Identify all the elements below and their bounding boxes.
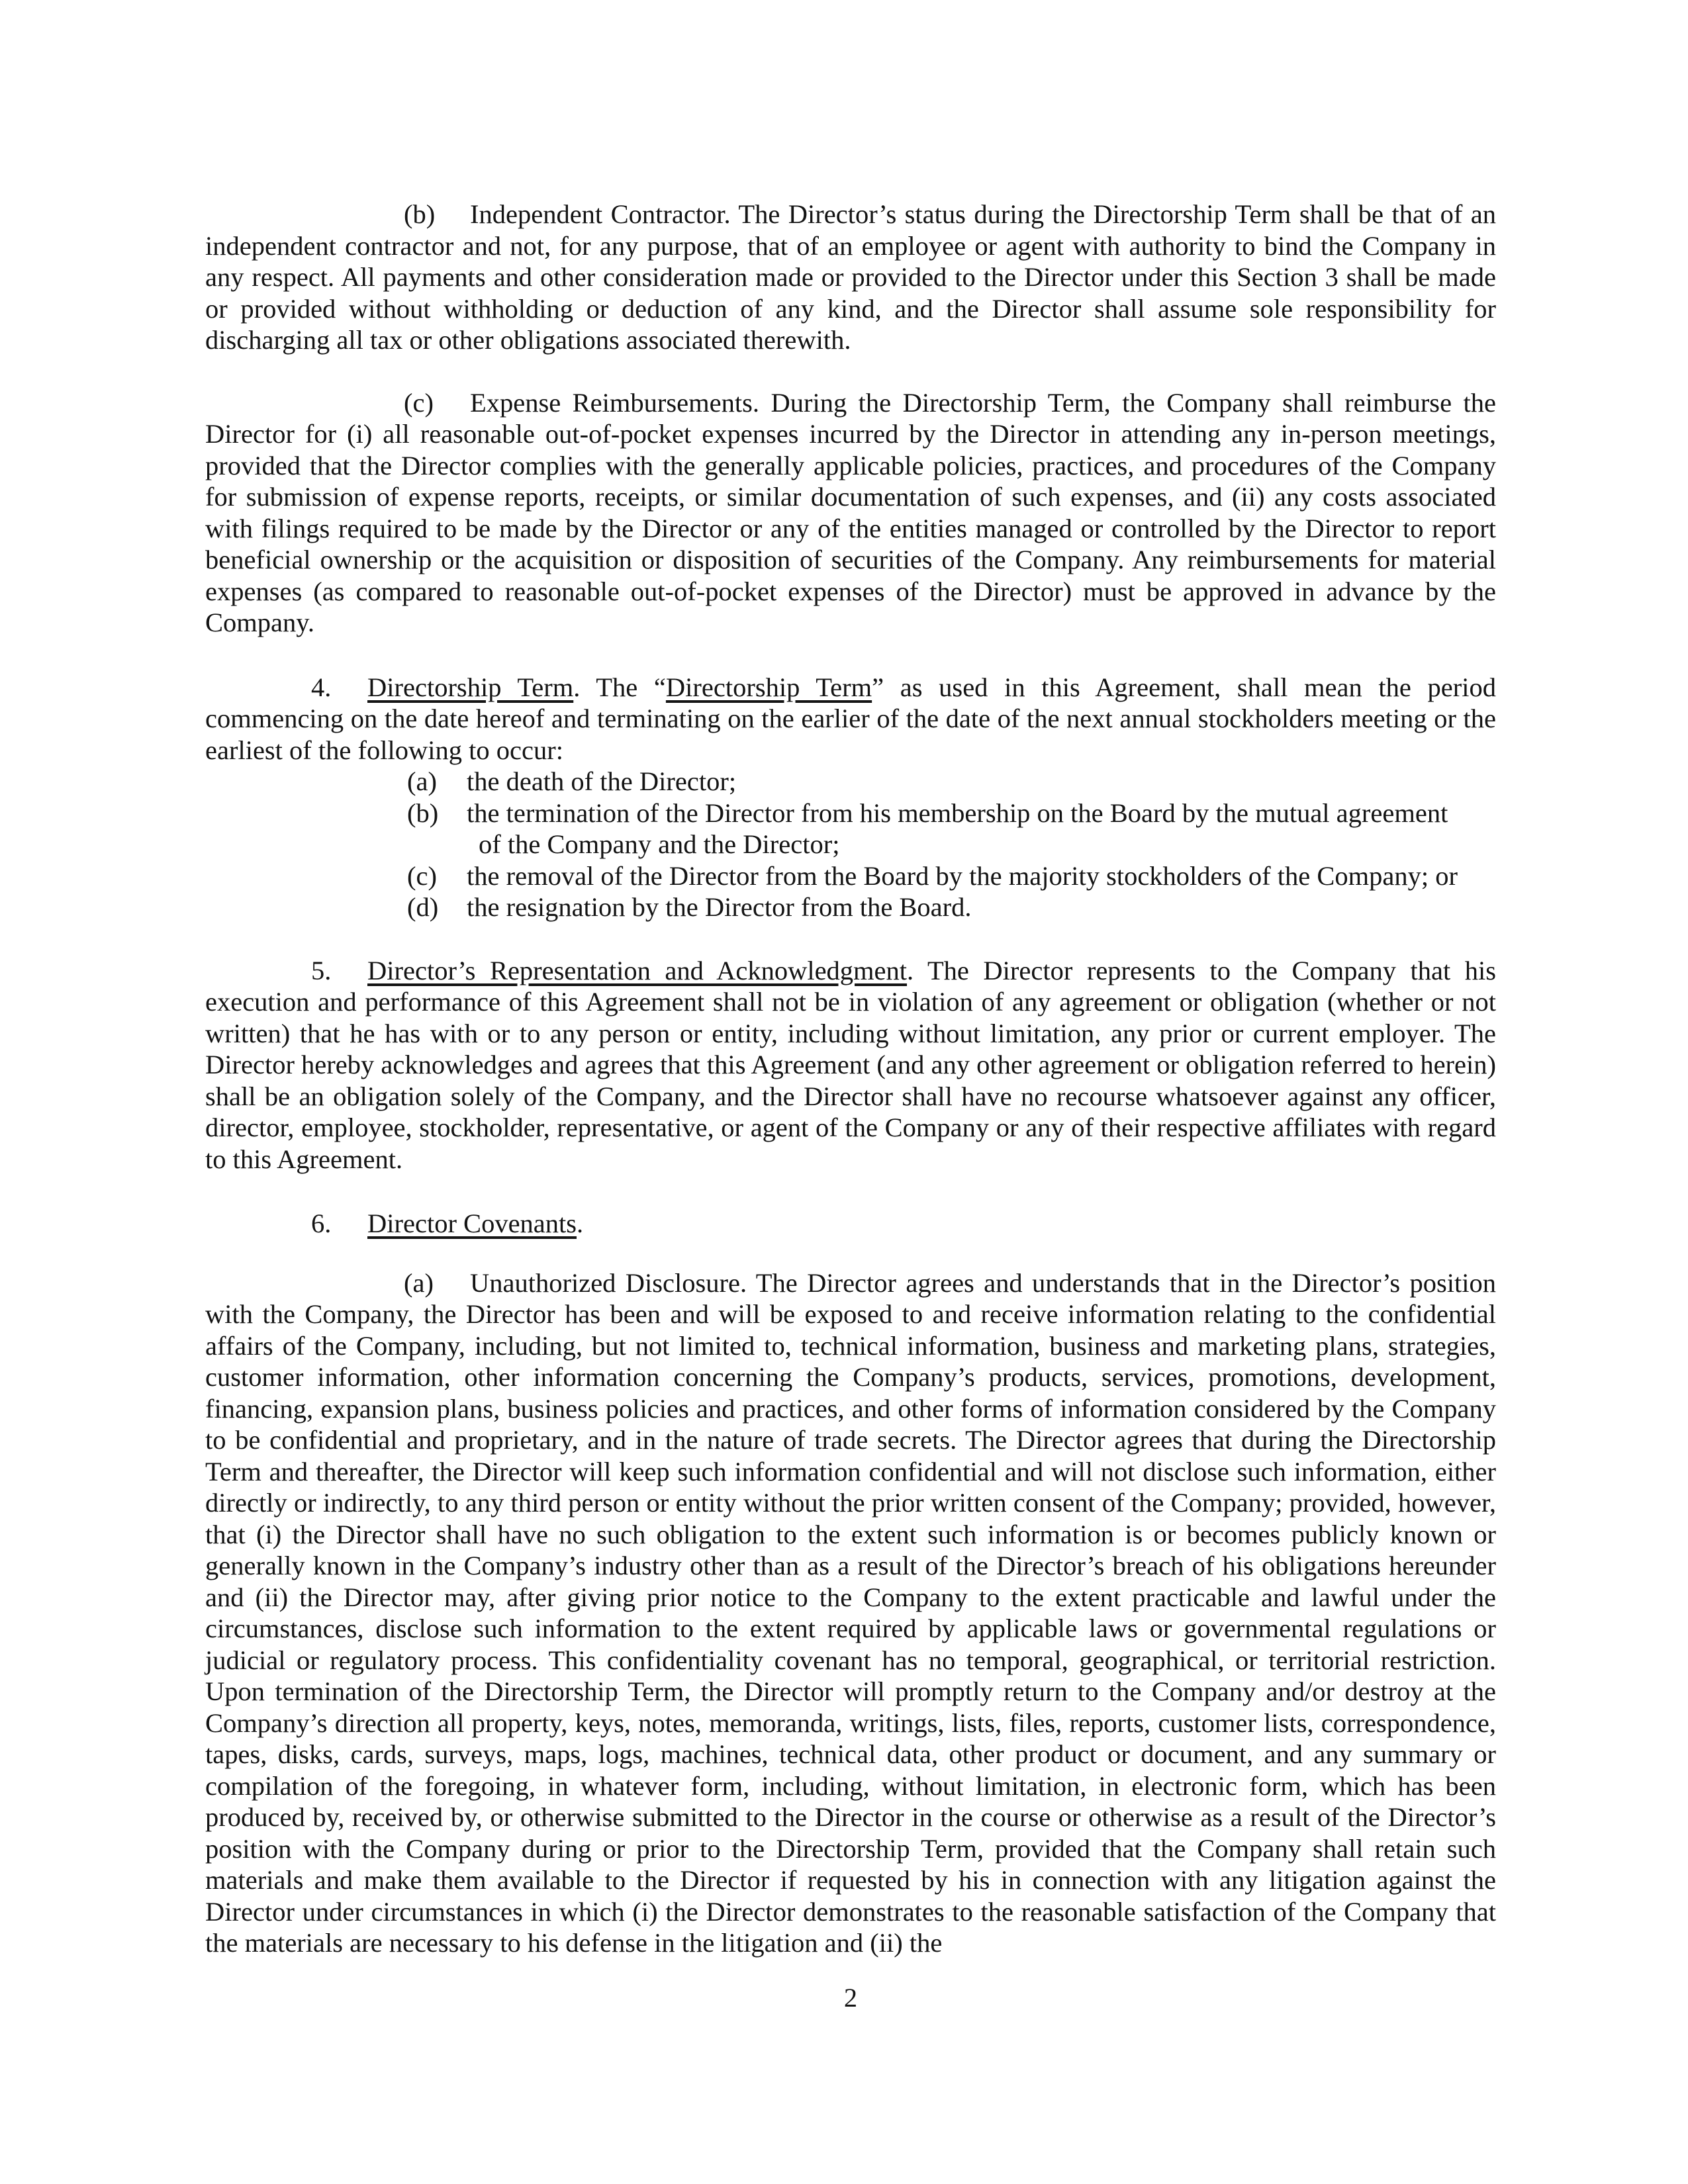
- paragraph-text: During the Directorship Term, the Company shall reimburse the Director for (i) all reasonable out-of-pocket expenses incurred by the Director in attending any in-person meetings, provided that the Director complies with the generally applicable policies, practices, and procedures of the Company for submission of expense reports, receipts, or similar documentation of such expenses, and (ii) any costs associated with filings required to be made by the Director or any of the entities managed or controlled by the Director to report beneficial ownership or the acquisition or disposition of securities of the Company. Any reimbursements for material expenses (as compared to reasonable out-of-pocket expenses of the Director) must be approved in advance by the Company.: [205, 387, 1496, 637]
- section-heading: Director Covenants: [367, 1208, 577, 1238]
- section-4-directorship-term: [205, 672, 1496, 766]
- list-item-continuation: of the Company and the Director;: [479, 829, 840, 859]
- list-item: [205, 766, 1496, 797]
- paragraph-3c-expense-reimbursements: [205, 387, 1496, 639]
- section-number: 5.: [311, 955, 332, 985]
- list-item: [205, 860, 1496, 892]
- list-item-text: the removal of the Director from the Board by the majority stockholders of the Company; or: [467, 860, 1458, 891]
- list-item-label: (c): [407, 860, 437, 891]
- list-item-label: (d): [407, 892, 439, 922]
- section-heading-period: .: [577, 1208, 584, 1238]
- paragraph-heading: Unauthorized Disclosure.: [470, 1267, 747, 1298]
- paragraph-label: (c): [404, 387, 434, 418]
- section-number: 6.: [311, 1208, 332, 1238]
- list-item-label: (a): [407, 766, 437, 796]
- paragraph-text: The Director agrees and understands that in the Director’s position with the Company, the Director has been and will be exposed to and receive information relating to the confidential affairs of the Company, including, but not limited to, technical information, business and marketing plans, strategies, customer information, other information concerning the Company’s products, services, promotions, development, financing, expansion plans, business policies and practices, and other forms of information considered by the Company to be confidential and proprietary, and in the nature of trade secrets. The Director agrees that during the Directorship Term and thereafter, the Director will keep such information confidential and will not disclose such information, either directly or indirectly, to any third person or entity without the prior written consent of the Company; provided, however, that (i) the Director shall have no such obligation to the extent such information is or becomes publicly known or generally known in the Company’s industry other than as a result of the Director’s breach of his obligations hereunder and (ii) the Director may, after giving prior notice to the Company to the extent practicable and lawful under the circumstances, disclose such information to the extent required by applicable laws or governmental regulations or judicial or regulatory process. This confidentiality covenant has no temporal, geographical, or territorial restriction. Upon termination of the Directorship Term, the Director will promptly return to the Company and/or destroy at the Company’s direction all property, keys, notes, memoranda, writings, lists, files, reports, customer lists, correspondence, tapes, disks, cards, surveys, maps, logs, machines, technical data, other product or document, and any summary or compilation of the foregoing, in whatever form, including, without limitation, in electronic form, which has been produced by, received by, or otherwise submitted to the Director in the course or otherwise as a result of the Director’s position with the Company during or prior to the Directorship Term, provided that the Company shall retain such materials and make them available to the Director if requested by his in connection with any litigation against the Director under circumstances in which (i) the Director demonstrates to the reasonable satisfaction of the Company that the materials are necessary to his defense in the litigation and (ii) the: [205, 1267, 1496, 1958]
- section-text: . The Director represents to the Company that his execution and performance of this Agreement shall not be in violation of any agreement or obligation (whether or not written) that he has with or to any person or entity, including without limitation, any prior or current employer. The Director hereby acknowledges and agrees that this Agreement (and any other agreement or obligation referred to herein) shall be an obligation solely of the Company, and the Director shall have no recourse whatsoever against any officer, director, employee, stockholder, representative, or agent of the Company or any of their respective affiliates with regard to this Agreement.: [205, 955, 1496, 1174]
- paragraph-6a-unauthorized-disclosure: [205, 1267, 1496, 1959]
- termination-events-list: [205, 766, 1496, 923]
- section-6-director-covenants: [205, 1208, 1496, 1240]
- paragraph-label: (b): [404, 199, 436, 229]
- paragraph-text: The Director’s status during the Directorship Term shall be that of an independent contractor and not, for any purpose, that of an employee or agent with authority to bind the Company in any respect. All payments and other consideration made or provided to the Director under this Section 3 shall be made or provided without withholding or deduction of any kind, and the Director shall assume sole responsibility for discharging all tax or other obligations associated therewith.: [205, 199, 1496, 355]
- section-heading: Director’s Representation and Acknowledgment: [367, 955, 908, 985]
- list-item-text: the resignation by the Director from the Board.: [467, 892, 972, 922]
- paragraph-label: (a): [404, 1267, 434, 1298]
- list-item-text: the termination of the Director from his membership on the Board by the mutual agreement: [467, 797, 1448, 828]
- defined-term: Directorship Term: [665, 672, 872, 702]
- section-5-representation: [205, 955, 1496, 1175]
- section-text-before: . The “: [573, 672, 666, 702]
- page-number: 2: [843, 1983, 858, 2013]
- section-number: 4.: [311, 672, 332, 702]
- paragraph-heading: Independent Contractor.: [470, 199, 731, 229]
- section-text-after: ” as used in this Agreement, shall mean the period commencing on the date hereof and terminating on the earlier of the date of the next annual stockholders meeting or the earliest of the following to occur:: [205, 672, 1496, 765]
- paragraph-3b-independent-contractor: [205, 199, 1496, 356]
- list-item: [205, 891, 1496, 923]
- section-heading: Directorship Term: [367, 672, 574, 702]
- list-item: [205, 797, 1496, 860]
- document-page: [205, 199, 1496, 2091]
- paragraph-heading: Expense Reimbursements.: [470, 387, 759, 418]
- list-item-label: (b): [407, 797, 439, 828]
- list-item-text: the death of the Director;: [467, 766, 737, 796]
